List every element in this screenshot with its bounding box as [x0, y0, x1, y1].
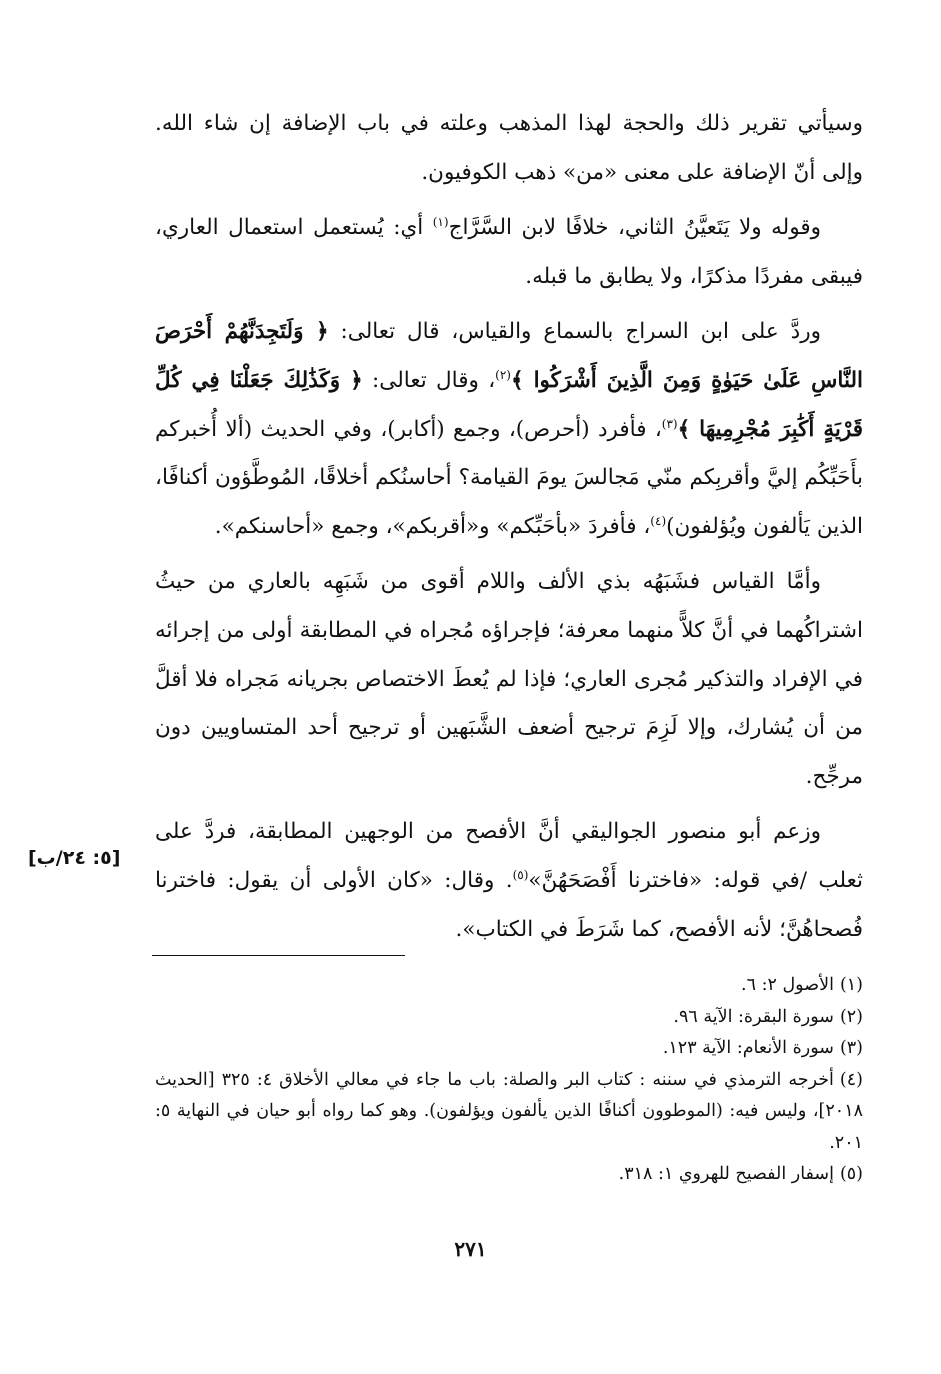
footnote-ref-1[interactable]: (١) [432, 215, 449, 230]
footnote-text: سورة الأنعام: الآية ١٢٣. [662, 1038, 834, 1058]
manuscript-folio-marker: [٥: ٢٤/ب] [28, 847, 121, 869]
footnote-number: (٥) [839, 1164, 863, 1184]
paragraph-3-text-a: وردَّ على ابن السراج بالسماع والقياس، قال تعالى: [328, 319, 821, 345]
paragraph-1-line-2: أنّ الإضافة على معنى «من» ذهب الكوفيون. [421, 159, 816, 185]
footnote-2 [155, 1002, 863, 1034]
main-text [155, 100, 863, 954]
paragraph-1 [155, 100, 863, 197]
quran-verse-1: ﴿ وَلَتَجِدَنَّهُمْ أَحْرَصَ النَّاسِ عَلَىٰ حَيَوٰةٍ وَمِنَ الَّذِينَ أَشْرَكُوا ﴾ [155, 319, 863, 393]
footnote-text: سورة البقرة: الآية ٩٦. [673, 1006, 834, 1027]
footnote-1 [155, 970, 863, 1002]
paragraph-5-text-a: وزعم أبو منصور الجواليقي أنَّ الأفصح من الوجهين المطابقة، فردَّ على ثعلب /في قوله: «فاخترنا أَفْصَحَهُنَّ» [155, 819, 863, 893]
paragraph-5-text-b: . وقال: «كان الأولى أن يقول: فاخترنا فُصحاهُنَّ؛ لأنه الأفصح، كما شَرَطَ في الكتاب». [155, 867, 863, 942]
footnotes [155, 970, 863, 1191]
footnote-number: (١) [839, 975, 863, 995]
paragraph-2-text-b: أي: يُستعمل استعمال العاري، فيبقى مفردًا مذكرًا، ولا يطابق ما قبله. [155, 215, 863, 289]
paragraph-2-text-a: وقوله ولا يَتَعيَّنُ الثاني، خلافًا لابن السَّرَّاج [448, 215, 821, 241]
paragraph-3-text-d: ، فأفردَ «بأحَبِّكم» و«أقربكم»، وجمع «أحاسنكم». [214, 513, 651, 539]
paragraph-5 [155, 808, 863, 954]
paragraph-3 [155, 308, 863, 551]
footnote-ref-4[interactable]: (٤) [650, 513, 667, 528]
footnote-text: إسفار الفصيح للهروي ١: ٣١٨. [618, 1164, 834, 1184]
footnote-text: الأصول ٢: ٦. [741, 975, 834, 995]
footnote-5 [155, 1159, 863, 1191]
footnote-number: (٤) [839, 1069, 863, 1090]
quran-verse-2: ﴿ وَكَذَٰلِكَ جَعَلْنَا فِي كُلِّ قَرْيَةٍ أَكَٰبِرَ مُجْرِمِيهَا ﴾ [155, 367, 863, 442]
footnote-ref-3[interactable]: (٣) [661, 416, 678, 431]
footnote-separator [152, 955, 405, 956]
footnote-ref-2[interactable]: (٢) [495, 367, 511, 382]
paragraph-1-line-1: وسيأتي تقرير ذلك والحجة لهذا المذهب وعلته في باب الإضافة إن شاء الله. وإلى [155, 111, 863, 185]
paragraph-2 [155, 204, 863, 301]
paragraph-4 [155, 558, 863, 801]
footnote-text: أخرجه الترمذي في سننه : كتاب البر والصلة: باب ما جاء في معالي الأخلاق ٤: ٣٢٥ [الحديث ٢٠١٨]، وليس فيه: (الموطوون أكنافًا الذين يألفون ويؤلفون). وهو كما رواه أبو حيان في النهاية ٥: ٢٠١. [155, 1069, 863, 1153]
footnote-number: (٣) [839, 1038, 863, 1058]
footnote-ref-5[interactable]: (٥) [512, 867, 529, 882]
page-number: ٢٧١ [454, 1237, 487, 1261]
paragraph-3-text-b: ، وقال تعالى: [362, 367, 496, 393]
footnote-3 [155, 1033, 863, 1065]
paragraph-4-text: وأمَّا القياس فشَبَهُه بذي الألف واللام أقوى من شَبَهِه بالعاري من حيثُ اشتراكُهما في أنَّ كلاًّ منهما معرفة؛ فإجراؤه مُجراه في المطابقة أولى من إجرائه في الإفراد والتذكير مُجرى العاري؛ فإذا لم يُعطَ الاختصاص بجريانه مَجراه فلا أقلَّ من أن يُشارك، وإلا لَزِمَ ترجيح أضعف الشَّبَهين أو ترجيح أحد المتساويين دون مرجِّح. [155, 569, 863, 789]
paragraph-3-text-c: ، فأفرد (أحرص)، وجمع (أكابر)، وفي الحديث (ألا أُخبركم بأَحَبِّكُم إليَّ وأقربِكم منّي مَجالسَ يومَ القيامة؟ أحاسنُكم أخلاقًا، المُوطَّؤون أكنافًا، الذين يَألفون ويُؤلفون) [155, 416, 863, 539]
footnote-number: (٢) [839, 1006, 863, 1027]
footnote-4 [155, 1065, 863, 1160]
